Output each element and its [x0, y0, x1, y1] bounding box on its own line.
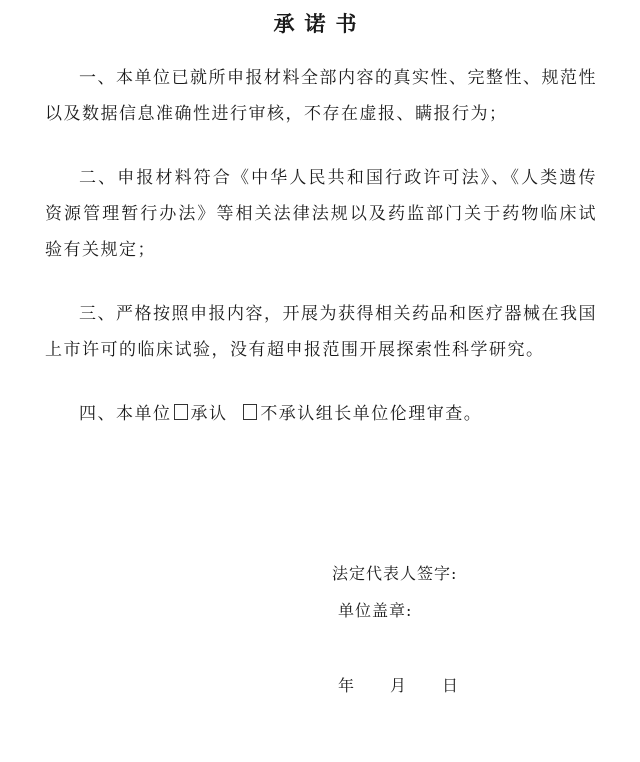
date-month-label: 月: [390, 676, 407, 695]
reject-checkbox[interactable]: [243, 404, 257, 420]
clause-1: 一、本单位已就所申报材料全部内容的真实性、完整性、规范性以及数据信息准确性进行审核，不存在虚报、瞒报行为；: [45, 68, 597, 124]
reject-label: 不承认组长单位伦理审查。: [260, 404, 483, 424]
legal-representative-signature-label: 法定代表人签字:: [332, 564, 458, 583]
unit-seal-label: 单位盖章:: [338, 601, 413, 620]
clause-list: [45, 60, 597, 432]
clause-2: 二、申报材料符合《中华人民共和国行政许可法》、《人类遗传资源管理暂行办法》等相关法律法规以及药监部门关于药物临床试验有关规定；: [45, 168, 597, 260]
clause-4-prefix: 四、本单位: [79, 404, 172, 424]
accept-label: 承认: [190, 404, 228, 424]
clause-3: 三、严格按照申报内容，开展为获得相关药品和医疗器械在我国上市许可的临床试验，没有超申报范围开展探索性科学研究。: [45, 304, 597, 360]
document-title: 承诺书: [273, 11, 367, 36]
clause-4: [45, 396, 597, 432]
accept-checkbox[interactable]: [174, 404, 188, 420]
date-day-label: 日: [442, 676, 459, 695]
date-year-label: 年: [338, 676, 355, 695]
date-row: [338, 673, 458, 696]
